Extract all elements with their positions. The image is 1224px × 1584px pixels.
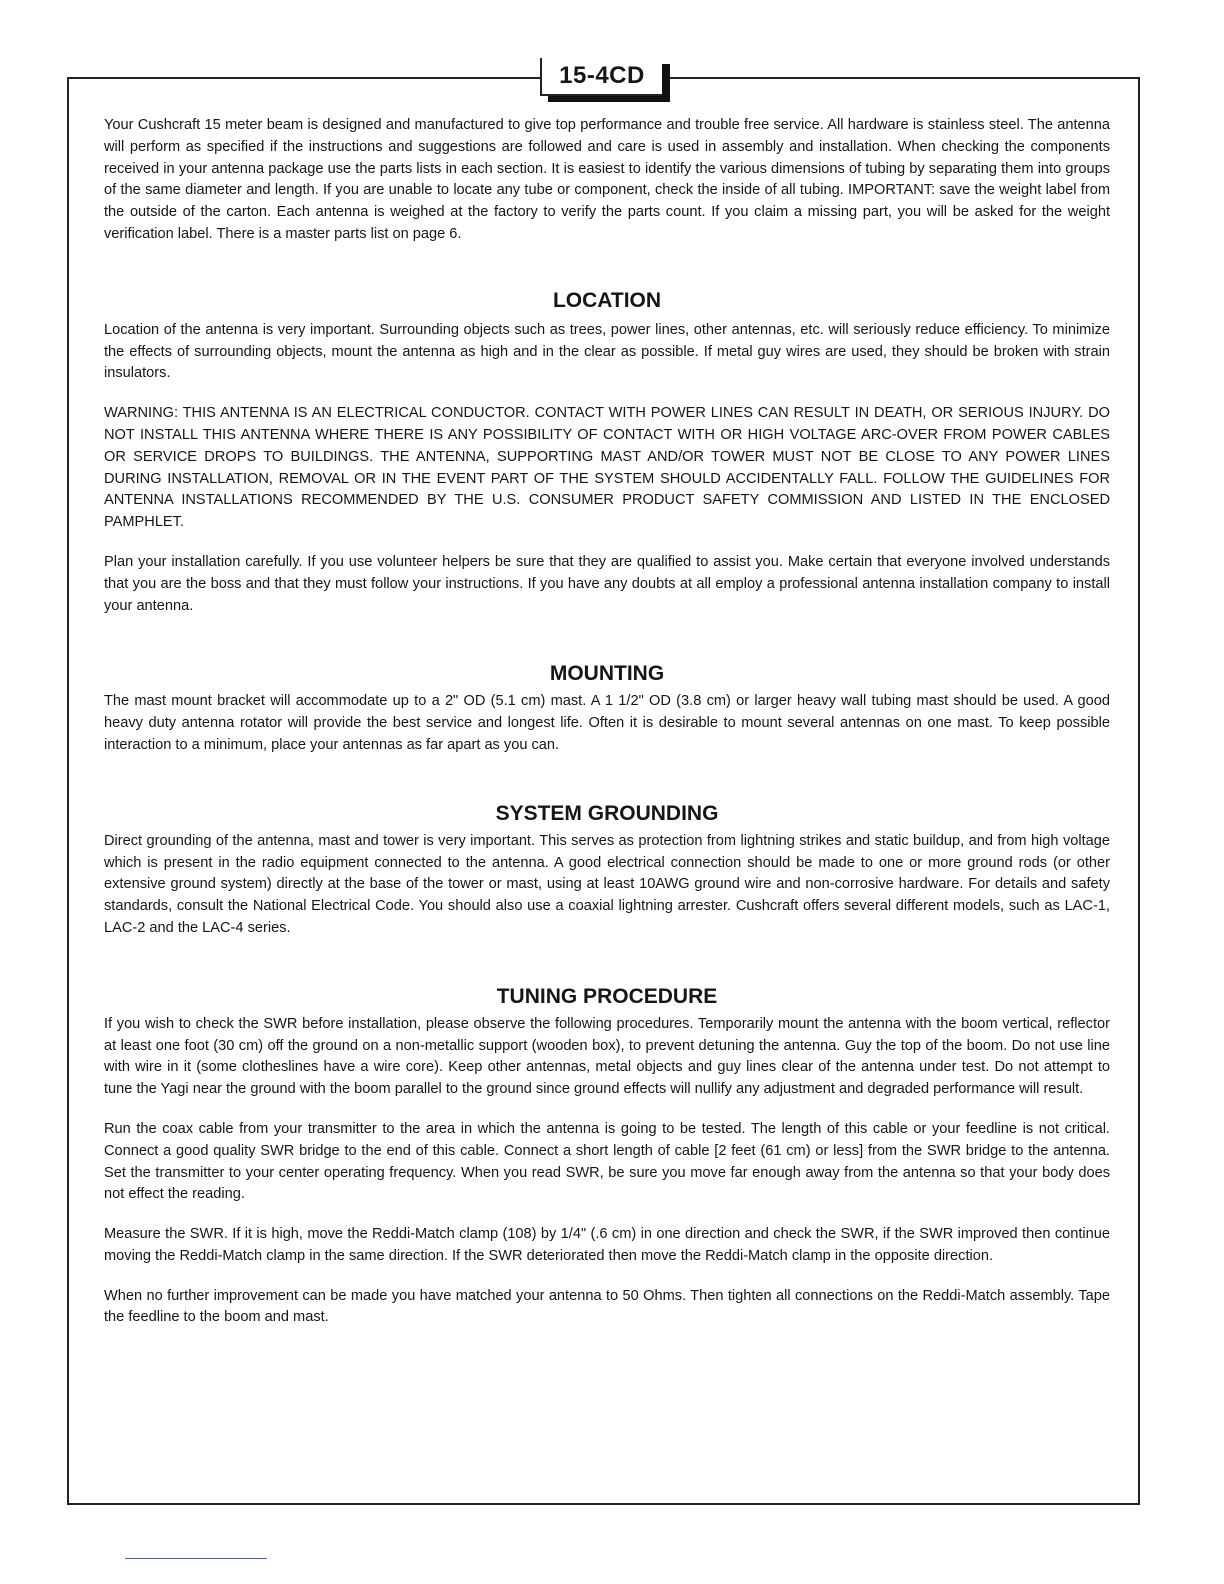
- warning-paragraph: WARNING: THIS ANTENNA IS AN ELECTRICAL CONDUCTOR. CONTACT WITH POWER LINES CAN RESULT IN DEATH, OR SERIOUS INJURY. DO NOT INSTALL THIS ANTENNA WHERE THERE IS ANY POSSIBILITY OF CONTACT WITH OR HIGH VOLTAGE ARC-OVER FROM POWER CABLES OR SERVICE DROPS TO BUILDINGS. THE ANTENNA, SUPPORTING MAST AND/OR TOWER MUST NOT BE CLOSE TO ANY POWER LINES DURING INSTALLATION, REMOVAL OR IN THE EVENT PART OF THE SYSTEM SHOULD ACCIDENTALLY FALL. FOLLOW THE GUIDELINES FOR ANTENNA INSTALLATIONS RECOMMENDED BY THE U.S. CONSUMER PRODUCT SAFETY COMMISSION AND LISTED IN THE ENCLOSED PAMPHLET.: [104, 405, 1110, 531]
- grounding-paragraph: Direct grounding of the antenna, mast and tower is very important. This serves as protection from lightning strikes and static buildup, and from high voltage which is present in the radio equipment connected to the antenna. A good electrical connection should be made to one or more ground rods (or other extensive ground system) directly at the base of the tower or mast, using at least 10AWG ground wire and non-corrosive hardware. For details and safety standards, consult the National Electrical Code. You should also use a coaxial lightning arrester. Cushcraft offers several different models, such as LAC-1, LAC-2 and the LAC-4 series.: [104, 832, 1110, 936]
- mounting-paragraph: The mast mount bracket will accommodate up to a 2" OD (5.1 cm) mast. A 1 1/2" OD (3.8 cm) or larger heavy wall tubing mast should be used. A good heavy duty antenna rotator will provide the best service and longest life. Often it is desirable to mount several antennas on one mast. To keep possible interaction to a minimum, place your antennas as far apart as you can.: [104, 693, 1110, 753]
- mounting-heading: MOUNTING: [549, 662, 665, 686]
- document-body: [104, 115, 1110, 1329]
- tuning-heading: TUNING PROCEDURE: [496, 984, 718, 1008]
- tuning-paragraph-3: Measure the SWR. If it is high, move the Reddi-Match clamp (108) by 1/4" (.6 cm) in one direction and check the SWR, if the SWR improved then continue moving the Reddi-Match clamp in the same direction. If the SWR deteriorated then move the Reddi-Match clamp in the opposite direction.: [104, 1226, 1110, 1264]
- tuning-paragraph-4: When no further improvement can be made you have matched your antenna to 50 Ohms. Then tighten all connections on the Reddi-Match assembly. Tape the feedline to the boom and mast.: [104, 1287, 1110, 1326]
- plan-paragraph: Plan your installation carefully. If you use volunteer helpers be sure that they are qualified to assist you. Make certain that everyone involved understands that you are the boss and that they must follow your instructions. If you have any doubts at all employ a professional antenna installation company to install your antenna.: [104, 553, 1110, 614]
- location-paragraph: Location of the antenna is very important. Surrounding objects such as trees, power lines, other antennas, etc. will seriously reduce efficiency. To minimize the effects of surrounding objects, mount the antenna as high and in the clear as possible. If metal guy wires are used, they should be broken with strain insulators.: [104, 321, 1110, 382]
- header-tab-shadow-bottom: [548, 96, 670, 102]
- footer-rule: [125, 1558, 267, 1559]
- tuning-paragraph-1: If you wish to check the SWR before installation, please observe the following procedures. Temporarily mount the antenna with the boom vertical, reflector at least one foot (30 cm) off the ground on a non-metallic support (wooden box), to prevent detuning the antenna. Guy the top of the boom. Do not use line with wire in it (some clotheslines have a wire core). Keep other antennas, metal objects and guy lines clear of the antenna under test. Do not attempt to tune the Yagi near the ground with the boom parallel to the ground since ground effects will nullify any adjustment and degraded performance will result.: [104, 1015, 1110, 1098]
- location-heading: LOCATION: [552, 288, 662, 312]
- model-number-tab: 15-4CD: [540, 58, 662, 96]
- tuning-paragraph-2: Run the coax cable from your transmitter to the area in which the antenna is going to be tested. The length of this cable or your feedline is not critical. Connect a good quality SWR bridge to the end of this cable. Connect a short length of cable [2 feet (61 cm) or less] from the SWR bridge to the antenna. Set the transmitter to your center operating frequency. When you read SWR, be sure you move far enough away from the antenna so that your body does not effect the reading.: [104, 1120, 1110, 1203]
- grounding-heading: SYSTEM GROUNDING: [495, 801, 719, 825]
- intro-paragraph: Your Cushcraft 15 meter beam is designed and manufactured to give top performance and trouble free service. All hardware is stainless steel. The antenna will perform as specified if the instructions and suggestions are followed and care is used in assembly and installation. When checking the components received in your antenna package use the parts lists in each section. It is easiest to identify the various dimensions of tubing by separating them into groups of the same diameter and length. If you are unable to locate any tube or component, check the inside of all tubing. IMPORTANT: save the weight label from the outside of the carton. Each antenna is weighed at the factory to verify the parts count. If you claim a missing part, you will be asked for the weight verification label. There is a master parts list on page 6.: [104, 117, 1110, 242]
